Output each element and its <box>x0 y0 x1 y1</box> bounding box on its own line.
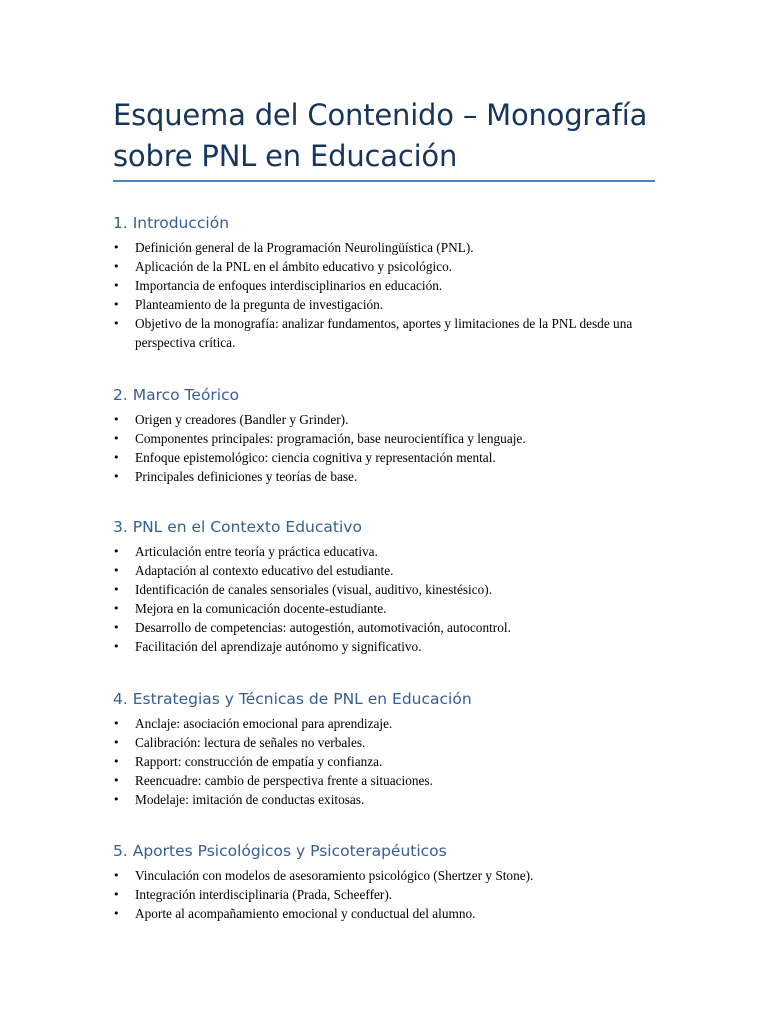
list-item-text: Modelaje: imitación de conductas exitosas. <box>135 792 365 807</box>
bullet-list <box>113 542 673 656</box>
bullet-icon: • <box>113 717 120 730</box>
bullet-icon: • <box>113 640 120 653</box>
list-item <box>113 295 673 314</box>
bullet-icon: • <box>113 793 120 806</box>
list-item <box>113 637 673 656</box>
list-item <box>113 866 673 885</box>
list-item <box>113 733 673 752</box>
list-item-text: Anclaje: asociación emocional para aprendizaje. <box>135 716 393 731</box>
list-item-text: Calibración: lectura de señales no verbales. <box>135 735 366 750</box>
list-item-text: Componentes principales: programación, base neurocientífica y lenguaje. <box>135 431 526 446</box>
list-item <box>113 467 673 486</box>
bullet-icon: • <box>113 432 120 445</box>
section-aportes-psicologicos <box>113 840 673 923</box>
list-item-text: Planteamiento de la pregunta de investigación. <box>135 297 384 312</box>
bullet-icon: • <box>113 317 120 330</box>
section-heading: 5. Aportes Psicológicos y Psicoterapéuticos <box>113 842 447 860</box>
list-item <box>113 276 673 295</box>
section-heading: 1. Introducción <box>113 214 230 232</box>
list-item <box>113 561 673 580</box>
title-divider <box>113 180 655 182</box>
bullet-icon: • <box>113 583 120 596</box>
bullet-icon: • <box>113 451 120 464</box>
list-item-text: Objetivo de la monografía: analizar fundamentos, aportes y limitaciones de la PNL desde una perspectiva crítica. <box>135 316 633 350</box>
list-item <box>113 599 673 618</box>
list-item <box>113 580 673 599</box>
list-item-text: Integración interdisciplinaria (Prada, Scheeffer). <box>135 887 393 902</box>
section-estrategias-tecnicas <box>113 688 673 809</box>
bullet-icon: • <box>113 736 120 749</box>
bullet-icon: • <box>113 260 120 273</box>
bullet-icon: • <box>113 621 120 634</box>
bullet-icon: • <box>113 545 120 558</box>
list-item <box>113 752 673 771</box>
bullet-icon: • <box>113 907 120 920</box>
bullet-icon: • <box>113 241 120 254</box>
bullet-list <box>113 410 673 486</box>
bullet-icon: • <box>113 564 120 577</box>
bullet-list <box>113 866 673 923</box>
bullet-icon: • <box>113 888 120 901</box>
list-item-text: Identificación de canales sensoriales (visual, auditivo, kinestésico). <box>135 582 493 597</box>
list-item <box>113 885 673 904</box>
list-item-text: Enfoque epistemológico: ciencia cognitiva y representación mental. <box>135 450 496 465</box>
bullet-icon: • <box>113 413 120 426</box>
list-item <box>113 790 673 809</box>
list-item-text: Mejora en la comunicación docente-estudiante. <box>135 601 387 616</box>
list-item-text: Definición general de la Programación Neurolingüística (PNL). <box>135 240 474 255</box>
bullet-icon: • <box>113 869 120 882</box>
bullet-icon: • <box>113 755 120 768</box>
list-item <box>113 714 673 733</box>
list-item-text: Origen y creadores (Bandler y Grinder). <box>135 412 349 427</box>
bullet-list <box>113 714 673 809</box>
list-item-text: Principales definiciones y teorías de base. <box>135 469 358 484</box>
list-item-text: Articulación entre teoría y práctica educativa. <box>135 544 378 559</box>
list-item-text: Importancia de enfoques interdisciplinarios en educación. <box>135 278 443 293</box>
document-title: Esquema del Contenido – Monografía sobre PNL en Educación <box>113 98 648 173</box>
bullet-icon: • <box>113 774 120 787</box>
bullet-icon: • <box>113 279 120 292</box>
section-contexto-educativo <box>113 516 673 656</box>
list-item <box>113 429 673 448</box>
list-item-text: Facilitación del aprendizaje autónomo y significativo. <box>135 639 422 654</box>
list-item-text: Desarrollo de competencias: autogestión, automotivación, autocontrol. <box>135 620 511 635</box>
section-heading: 4. Estrategias y Técnicas de PNL en Educación <box>113 690 472 708</box>
list-item <box>113 542 673 561</box>
section-heading: 2. Marco Teórico <box>113 386 240 404</box>
list-item <box>113 257 673 276</box>
list-item-text: Reencuadre: cambio de perspectiva frente a situaciones. <box>135 773 433 788</box>
list-item <box>113 410 673 429</box>
list-item-text: Aplicación de la PNL en el ámbito educativo y psicológico. <box>135 259 453 274</box>
list-item-text: Vinculación con modelos de asesoramiento psicológico (Shertzer y Stone). <box>135 868 534 883</box>
section-marco-teorico <box>113 384 673 486</box>
list-item <box>113 904 673 923</box>
list-item-text: Aporte al acompañamiento emocional y conductual del alumno. <box>135 906 476 921</box>
list-item-text: Rapport: construcción de empatía y confianza. <box>135 754 383 769</box>
bullet-list <box>113 238 673 352</box>
bullet-icon: • <box>113 602 120 615</box>
list-item <box>113 448 673 467</box>
bullet-icon: • <box>113 298 120 311</box>
list-item <box>113 618 673 637</box>
section-heading: 3. PNL en el Contexto Educativo <box>113 518 362 536</box>
list-item-text: Adaptación al contexto educativo del estudiante. <box>135 563 394 578</box>
list-item <box>113 238 673 257</box>
bullet-icon: • <box>113 470 120 483</box>
list-item <box>113 771 673 790</box>
list-item <box>113 314 673 352</box>
section-introduccion <box>113 212 673 352</box>
